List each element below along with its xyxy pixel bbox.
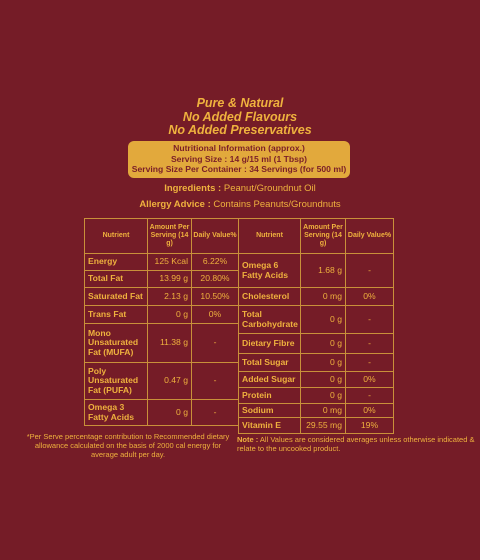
table-row [239, 388, 394, 404]
header-nutrient: Nutrient [239, 219, 301, 254]
nutrient-name: Saturated Fat [85, 288, 148, 306]
table-row [85, 288, 239, 306]
nutrient-amount: 125 Kcal [148, 254, 192, 271]
headline [0, 97, 480, 138]
nutrient-daily-value: - [346, 388, 394, 404]
nutrient-name: Total Fat [85, 271, 148, 288]
ingredients-label: Ingredients : [164, 183, 222, 194]
nutrient-name: Total Carbohydrate [239, 306, 301, 334]
nutrient-daily-value: - [346, 354, 394, 372]
note-footnote [237, 435, 477, 453]
serving-size: Serving Size : 14 g/15 ml (1 Tbsp) [170, 153, 308, 164]
nutrient-daily-value: 6.22% [192, 254, 239, 271]
allergy-line [0, 199, 480, 210]
nutrient-daily-value: 0% [346, 372, 394, 388]
nutrient-daily-value: 0% [346, 288, 394, 306]
nutrient-amount: 0 g [301, 354, 346, 372]
nutrient-name: Trans Fat [85, 306, 148, 324]
table-row [239, 418, 394, 434]
allergy-value: Contains Peanuts/Groundnuts [213, 199, 341, 210]
table-row [85, 363, 239, 400]
nutrient-name: Protein [239, 388, 301, 404]
nutrient-name: Total Sugar [239, 354, 301, 372]
rda-footnote: *Per Serve percentage contribution to Recommended dietary allowance calculated on the basis of 2000 cal energy for average adult per day. [26, 432, 230, 459]
table-header-row [239, 219, 394, 254]
nutrient-name: Omega 3 Fatty Acids [85, 400, 148, 426]
table-row [85, 400, 239, 426]
table-row [239, 404, 394, 418]
nutrient-daily-value: 19% [346, 418, 394, 434]
nutrient-amount: 11.38 g [148, 324, 192, 363]
nutrient-amount: 0 g [148, 400, 192, 426]
nutrient-name: Added Sugar [239, 372, 301, 388]
header-daily-value: Daily Value% [192, 219, 239, 254]
table-row [239, 334, 394, 354]
table-row [239, 254, 394, 288]
table-row [239, 306, 394, 334]
nutrient-amount: 0 g [301, 388, 346, 404]
nutrient-name: Dietary Fibre [239, 334, 301, 354]
nutrient-amount: 0 g [301, 334, 346, 354]
note-label: Note : [237, 435, 259, 444]
nutrient-daily-value: - [192, 400, 239, 426]
headline-line: Pure & Natural [196, 96, 284, 110]
nutrient-name: Mono Unsaturated Fat (MUFA) [85, 324, 148, 363]
nutrient-daily-value: - [346, 306, 394, 334]
nutrient-amount: 0.47 g [148, 363, 192, 400]
ingredients-line [0, 183, 480, 194]
nutrient-amount: 1.68 g [301, 254, 346, 288]
nutrition-summary-box [128, 141, 350, 178]
nutrient-daily-value: 10.50% [192, 288, 239, 306]
note-text: All Values are considered averages unless otherwise indicated & relate to the uncooked product. [237, 435, 475, 453]
nutrient-name: Omega 6 Fatty Acids [239, 254, 301, 288]
table-row [239, 372, 394, 388]
nutrient-amount: 2.13 g [148, 288, 192, 306]
table-row [85, 324, 239, 363]
nutrition-table-left [84, 218, 239, 426]
nutrition-table-right [238, 218, 394, 434]
servings-per-container: Serving Size Per Container : 34 Servings (for 500 ml) [131, 164, 347, 174]
nutrient-daily-value: 20.80% [192, 271, 239, 288]
nutrient-amount: 0 mg [301, 404, 346, 418]
nutrient-amount: 0 g [148, 306, 192, 324]
nutrient-amount: 0 g [301, 372, 346, 388]
nutrient-name: Poly Unsaturated Fat (PUFA) [85, 363, 148, 400]
nutrient-amount: 13.99 g [148, 271, 192, 288]
allergy-label: Allergy Advice : [139, 199, 211, 210]
nutrient-daily-value: - [346, 334, 394, 354]
header-daily-value: Daily Value% [346, 219, 394, 254]
nutrient-amount: 29.55 mg [301, 418, 346, 434]
nutrient-amount: 0 g [301, 306, 346, 334]
nutrient-daily-value: 0% [346, 404, 394, 418]
table-row [85, 271, 239, 288]
nutrient-daily-value: - [346, 254, 394, 288]
nutrient-name: Energy [85, 254, 148, 271]
table-row [85, 306, 239, 324]
nutrient-daily-value: - [192, 324, 239, 363]
header-amount: Amount Per Serving (14 g) [148, 219, 192, 254]
table-row [85, 254, 239, 271]
nutrient-daily-value: - [192, 363, 239, 400]
table-row [239, 354, 394, 372]
nutrient-daily-value: 0% [192, 306, 239, 324]
header-amount: Amount Per Serving (14 g) [301, 219, 346, 254]
table-header-row [85, 219, 239, 254]
ingredients-value: Peanut/Groundnut Oil [223, 183, 316, 194]
nutrition-title: Nutritional Information (approx.) [173, 143, 305, 153]
table-row [239, 288, 394, 306]
header-nutrient: Nutrient [85, 219, 148, 254]
headline-line: No Added Flavours [182, 109, 298, 124]
nutrient-amount: 0 mg [301, 288, 346, 306]
nutrient-name: Sodium [239, 404, 301, 418]
nutrient-name: Cholesterol [239, 288, 301, 306]
headline-line: No Added Preservatives [168, 123, 312, 137]
nutrient-name: Vitamin E [239, 418, 301, 434]
